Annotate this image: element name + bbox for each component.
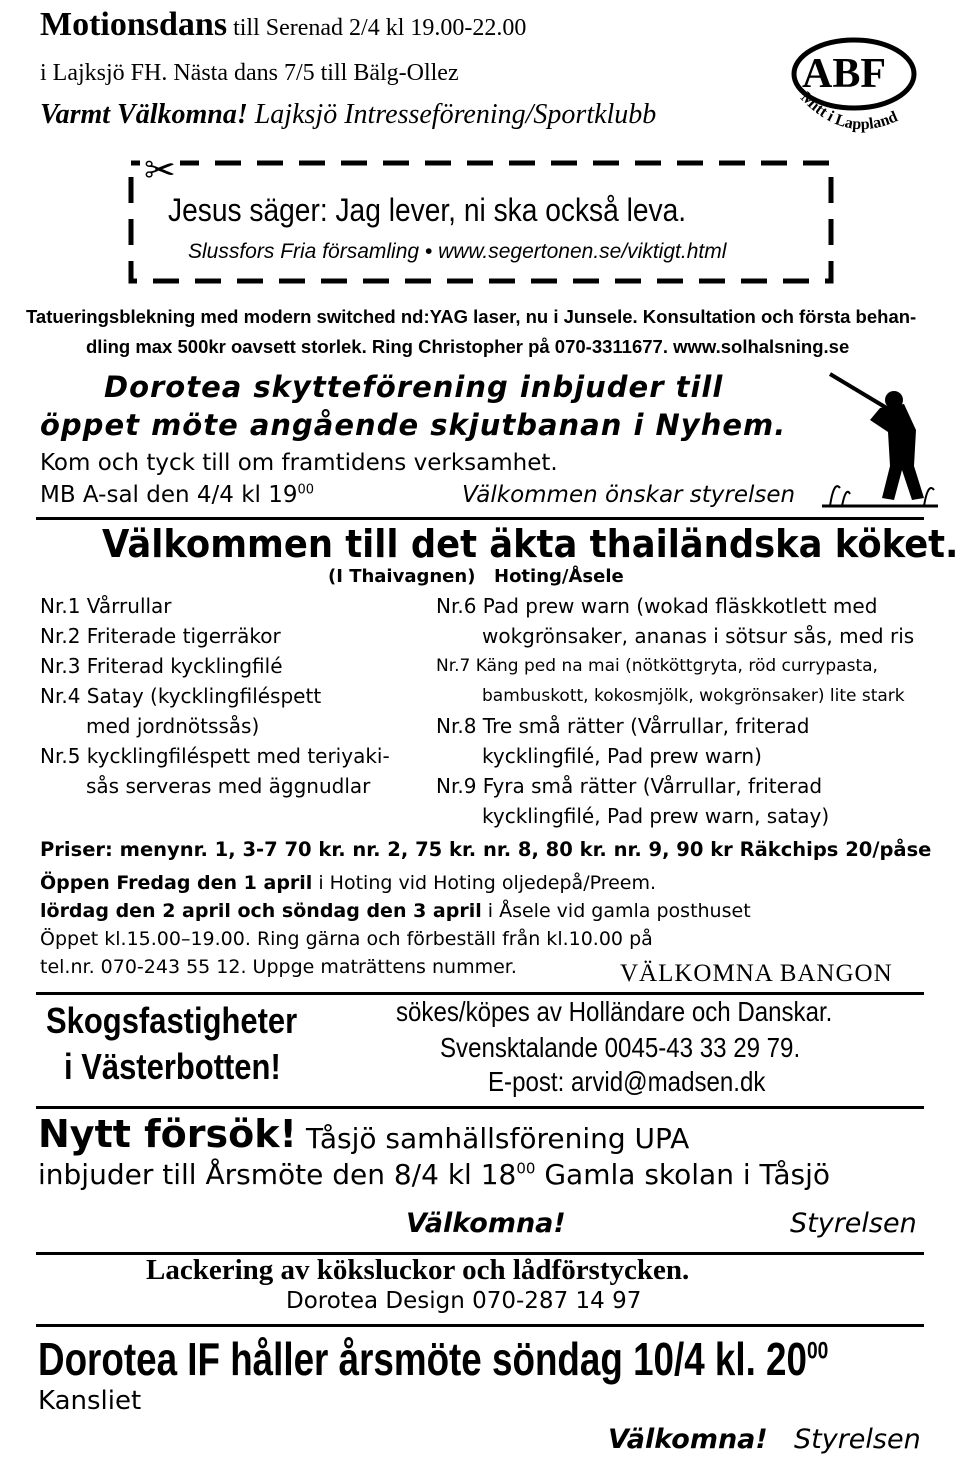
ad9-signature: Styrelsen	[794, 1424, 921, 1455]
ad6-left2: i Västerbotten!	[64, 1046, 281, 1087]
ad5-open3: Öppet kl.15.00–19.00. Ring gärna och förbeställ från kl.10.00 på	[40, 928, 653, 950]
menu-item: Nr.2 Friterade tigerräkor	[40, 624, 281, 648]
ad5-subhead-left: (I Thaivagnen)	[328, 566, 476, 587]
ad7-title-rest: Tåsjö samhällsförening UPA	[306, 1122, 690, 1155]
ad2-subline: Slussfors Fria församling • www.segertonen.se/viktigt.html	[188, 240, 727, 263]
ad7-line2a: inbjuder till Årsmöte den 8/4 kl 18	[38, 1158, 517, 1191]
divider	[36, 1324, 924, 1327]
ad4-line3: Kom och tyck till om framtidens verksamhet.	[40, 450, 558, 476]
ad5-welcome: VÄLKOMNA BANGON	[620, 960, 893, 987]
ad7-signature: Styrelsen	[790, 1208, 917, 1239]
ad2-headline: Jesus säger: Jag lever, ni ska också leva.	[168, 192, 687, 228]
ad1-line2: i Lajksjö FH. Nästa dans 7/5 till Bälg-Ollez	[40, 60, 459, 86]
ad8-line2: Dorotea Design 070-287 14 97	[286, 1288, 642, 1314]
scissors-icon: ✂	[140, 148, 180, 193]
menu-item: wokgrönsaker, ananas i sötsur sås, med ris	[482, 624, 915, 648]
ad5-prices: Priser: menynr. 1, 3-7 70 kr. nr. 2, 75 kr. nr. 8, 80 kr. nr. 9, 90 kr Räkchips 20/påse	[40, 838, 932, 861]
menu-item: Nr.8 Tre små rätter (Vårrullar, friterad	[436, 714, 810, 738]
ad3-line1: Tatueringsblekning med modern switched nd:YAG laser, nu i Junsele. Konsultation och första behan-	[26, 306, 917, 327]
ad7-line2	[38, 1158, 830, 1191]
ad5-open4: tel.nr. 070-243 55 12. Uppge maträttens nummer.	[40, 956, 517, 978]
menu-item: Nr.7 Käng ped na mai (nötköttgryta, röd currypasta,	[436, 656, 878, 676]
ad4-line2: öppet möte angående skjutbanan i Nyhem.	[40, 408, 787, 442]
ad9-sub: Kansliet	[38, 1386, 142, 1416]
ad4-line4	[40, 482, 314, 508]
menu-item: kycklingfilé, Pad prew warn)	[482, 744, 762, 768]
ad5-open2	[40, 900, 751, 922]
menu-item: Nr.9 Fyra små rätter (Vårrullar, friterad	[436, 774, 823, 798]
ad5-headline: Välkommen till det äkta thailändska köket.	[102, 522, 959, 566]
divider	[36, 992, 924, 995]
ad1-welcome: Varmt Välkomna!	[40, 99, 248, 130]
ad5-open2-bold: lördag den 2 april och söndag den 3 april	[40, 900, 482, 922]
menu-item: kycklingfilé, Pad prew warn, satay)	[482, 804, 830, 828]
divider	[36, 1106, 924, 1109]
ad9-sup: 00	[807, 1337, 829, 1365]
ad6-left1: Skogsfastigheter	[46, 1000, 298, 1041]
ad9-welcome: Välkomna!	[608, 1424, 768, 1455]
ad4-meeting: MB A-sal den 4/4 kl 19	[40, 482, 298, 508]
menu-item: Nr.1 Vårrullar	[40, 594, 172, 618]
ad4-sup: 00	[297, 482, 315, 498]
ad6-right3: E-post: arvid@madsen.dk	[488, 1066, 766, 1097]
ad5-subhead-right: Hoting/Åsele	[494, 566, 624, 587]
divider	[36, 517, 924, 520]
menu-item: Nr.6 Pad prew warn (wokad fläskkotlett med	[436, 594, 878, 618]
ad6-right2: Svensktalande 0045-43 33 29 79.	[440, 1032, 801, 1063]
ad-jesus-coupon	[128, 150, 834, 288]
menu-item: Nr.3 Friterad kycklingfilé	[40, 654, 283, 678]
ad4-line1: Dorotea skytteförening inbjuder till	[104, 370, 724, 404]
ad1-organizer: Lajksjö Intresseförening/Sportklubb	[247, 99, 657, 130]
hunter-silhouette-icon	[820, 370, 940, 510]
menu-item: med jordnötssås)	[86, 714, 260, 738]
abf-logo	[788, 28, 928, 144]
ad9-title-text: Dorotea IF håller årsmöte söndag 10/4 kl. 20	[38, 1333, 807, 1385]
ad9-title	[38, 1332, 828, 1386]
ad6-right1: sökes/köpes av Holländare och Danskar.	[396, 996, 833, 1027]
ad1-line1	[40, 6, 526, 44]
menu-item: Nr.4 Satay (kycklingfiléspett	[40, 684, 322, 708]
ad5-open2-rest: i Åsele vid gamla posthuset	[481, 900, 751, 922]
ad8-line1: Lackering av köksluckor och lådförstycken.	[146, 1254, 690, 1286]
ad3-line2: dling max 500kr oavsett storlek. Ring Christopher på 070-3311677. www.solhalsning.se	[86, 336, 850, 357]
ad1-title: Motionsdans	[40, 6, 228, 43]
ad5-open1-rest: i Hoting vid Hoting oljedepå/Preem.	[312, 872, 657, 894]
ad1-line3	[40, 99, 656, 131]
ad7-sup: 00	[516, 1159, 536, 1178]
abf-name: ABF	[802, 51, 886, 97]
menu-item: bambuskott, kokosmjölk, wokgrönsaker) lite stark	[482, 686, 905, 706]
ad7-welcome: Välkomna!	[406, 1208, 566, 1239]
menu-item: sås serveras med äggnudlar	[86, 774, 371, 798]
ad5-open1	[40, 872, 656, 894]
ad4-welcome: Välkommen önskar styrelsen	[462, 482, 796, 508]
ad7-title: Nytt försök!	[38, 1112, 297, 1156]
ad7-line2b: Gamla skolan i Tåsjö	[535, 1158, 831, 1191]
abf-tagline: Mitt i Lappland	[797, 88, 901, 134]
ad1-title-rest: till Serenad 2/4 kl 19.00-22.00	[227, 15, 527, 41]
ad5-open1-bold: Öppen Fredag den 1 april	[40, 872, 313, 894]
menu-item: Nr.5 kycklingfiléspett med teriyaki-	[40, 744, 390, 768]
